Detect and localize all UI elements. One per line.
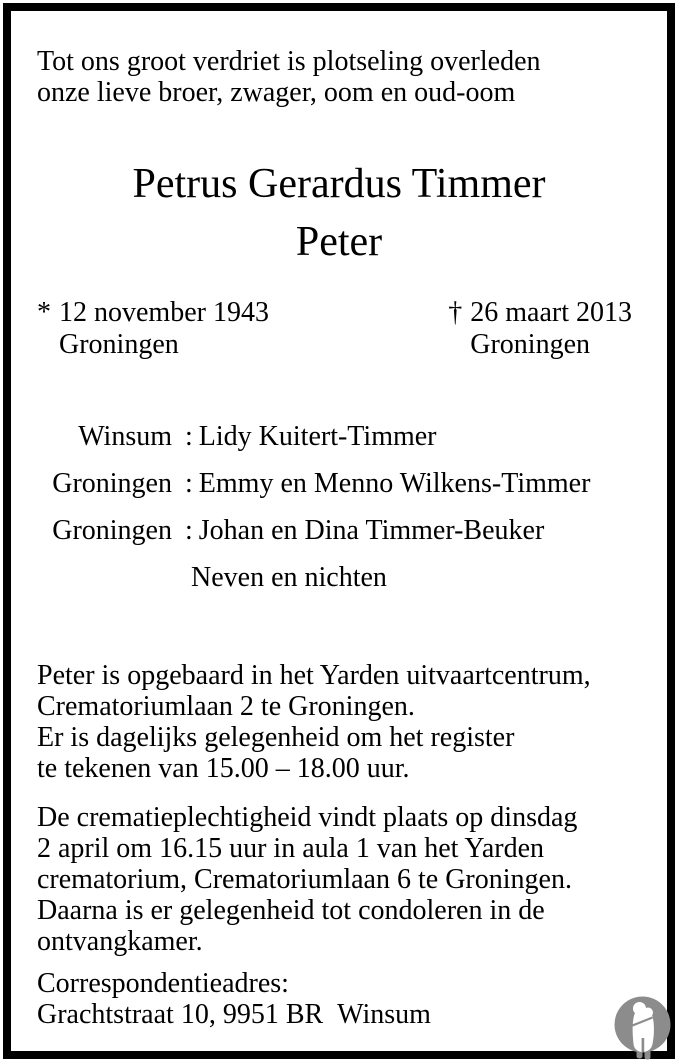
ceremony-line: De crematieplechtigheid vindt plaats op dinsdag (37, 802, 578, 833)
correspondence-label: Correspondentieadres: (37, 968, 289, 999)
death-date: 26 maart 2013 (470, 297, 632, 328)
relative-row (37, 421, 590, 452)
relative-row (37, 468, 590, 499)
intro-line-2: onze lieve broer, zwager, oom en oud-oom (37, 77, 516, 108)
deceased-full-name: Petrus Gerardus Timmer (132, 161, 546, 207)
death-block (448, 297, 632, 361)
birth-death-dates (37, 297, 632, 361)
relatives-list (37, 421, 590, 609)
correspondence-street: Grachtstraat 10, 9951 BR Winsum (37, 999, 431, 1030)
mensenlinq-figures-logo-icon (614, 996, 671, 1060)
relative-name: Johan en Dina Timmer-Beuker (198, 515, 545, 546)
viewing-line: Er is dagelijks gelegenheid om het register (37, 722, 515, 753)
death-place: Groningen (470, 329, 591, 360)
ceremony-line: Daarna is er gelegenheid tot condoleren in de (37, 895, 545, 926)
ceremony-info-paragraph (37, 802, 577, 957)
relative-row (37, 515, 590, 546)
viewing-line: Crematoriumlaan 2 te Groningen. (37, 691, 415, 722)
ceremony-line: crematorium, Crematoriumlaan 6 te Groningen. (37, 864, 572, 895)
correspondence-address (37, 968, 431, 1030)
relative-name: Neven en nichten (191, 562, 387, 593)
relative-place (37, 562, 172, 593)
viewing-line: te tekenen van 15.00 – 18.00 uur. (37, 753, 410, 784)
birth-details (59, 297, 269, 361)
deceased-call-name: Peter (295, 219, 383, 265)
relative-name: Lidy Kuitert-Timmer (198, 421, 437, 452)
intro-text (37, 46, 541, 108)
relative-name: Emmy en Menno Wilkens-Timmer (198, 468, 591, 499)
viewing-line: Peter is opgebaard in het Yarden uitvaartcentrum, (37, 660, 591, 691)
relative-place: Groningen (52, 515, 172, 546)
intro-line-1: Tot ons groot verdriet is plotseling overleden (37, 46, 541, 77)
relative-separator: : (185, 421, 193, 452)
logo-svg (614, 996, 671, 1060)
death-cross-symbol: † (448, 297, 463, 328)
birth-block (37, 297, 269, 361)
birth-date: 12 november 1943 (59, 297, 269, 328)
ceremony-line: ontvangkamer. (37, 926, 203, 957)
ceremony-line: 2 april om 16.15 uur in aula 1 van het Yarden (37, 833, 545, 864)
birth-place: Groningen (59, 329, 179, 360)
relative-place: Groningen (52, 468, 172, 499)
deceased-name-heading (0, 155, 678, 271)
relative-place: Winsum (78, 421, 172, 452)
birth-star-symbol: * (37, 297, 51, 328)
relative-row-nephews-nieces (37, 562, 590, 593)
death-details (470, 297, 632, 361)
relative-separator: : (185, 515, 193, 546)
viewing-info-paragraph (37, 660, 591, 784)
relative-separator: : (185, 468, 193, 499)
